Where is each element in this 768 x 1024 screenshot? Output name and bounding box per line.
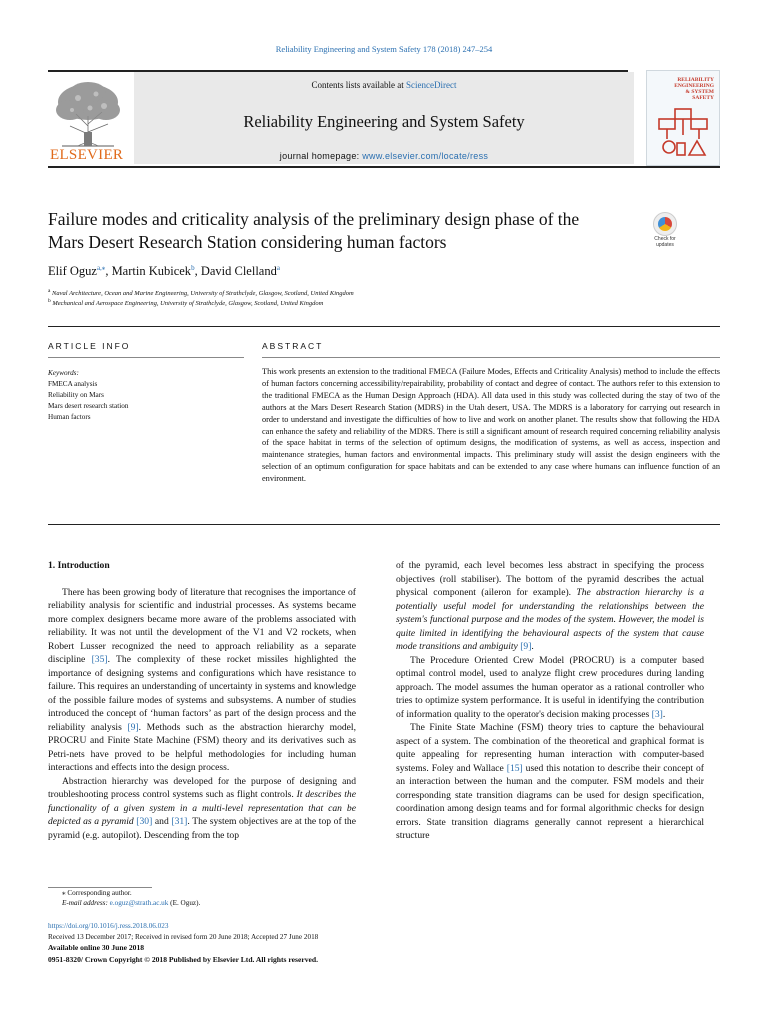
body-column-right [396, 559, 704, 843]
author-name[interactable]: Martin Kubicek [111, 264, 192, 279]
keywords-block [48, 368, 244, 423]
journal-cover-thumbnail[interactable] [646, 70, 720, 166]
body-text: and [152, 816, 172, 827]
masthead-bottom-rule [48, 166, 720, 168]
crossmark-label [648, 237, 682, 248]
abstract-text: This work presents an extension to the traditional FMECA (Failure Modes, Effects and Criticality Analysis) method to include the effects of human factors concerning accessibility/repairability, probability of contact and degree of contact. The authors refer to this extension to the traditional FMECA as the Human Design Approach (HDA). All data used in this study was collected during the stay of two of the authors at the Mars Desert Research Station (MDRS) in the Utah desert, USA. The MDRS is a laboratory for carrying out research in order to understand and investigate the difficulties of how to live and work on another planet. The results show that following the HDA can enhance the safety and reliability of the MDRS. There is still a significant amount of research required concerning reliability analysis of the space habitat in terms of the selection of optimum designs, the modification of systems, as well as access, inspection and maintenance strategies, human factors and environmental impacts. This preliminary study will assist the design engineers with the selection of an optimum configuration for space habitats and can be extended to any case where humans can influence function of an environment. [262, 367, 720, 484]
cover-title-line: & SYSTEM [685, 89, 714, 95]
article-title-line-1: Failure modes and criticality analysis of the preliminary design phase of the [48, 209, 580, 229]
affiliation-b [48, 298, 688, 307]
article-info-rule [48, 357, 244, 358]
journal-masthead [48, 70, 720, 167]
keywords-label: Keywords: [48, 369, 79, 377]
abstract-heading: ABSTRACT [262, 341, 324, 351]
body-text: Abstraction hierarchy was developed for the purpose of designing and troubleshooting process control systems such as flight controls. [48, 775, 356, 800]
citation-link[interactable]: [31] [171, 816, 188, 827]
body-text: . [531, 641, 534, 652]
homepage-link[interactable]: www.elsevier.com/locate/ress [362, 151, 489, 161]
author-affil-mark[interactable]: a [276, 264, 280, 272]
author-separator: , [105, 264, 112, 279]
body-paragraph [396, 559, 704, 654]
contents-prefix: Contents lists available at [311, 80, 406, 90]
body-text: There has been growing body of literature that recognises the importance of reliability analysis for scientific and industrial processes. As systems became more complex designers became more aware of the problems associated with reliability. It was not until the development of the V1 and V2 rockets, when Robert Lusser recognized the need to approach reliability as a separate discipline [48, 586, 356, 665]
body-text: . The complexity of these rocket missiles highlighted the importance of designing systems and configurations which have resistance to failure. This requires an understanding of uncertainty in systems and knowledge of the possible failure modes of systems and subsystems. A number of studies introduced the concept of ‘human factors’ as part of the design process and the reliability analysis [48, 654, 356, 733]
publisher-wordmark: ELSEVIER [50, 147, 124, 163]
body-column-left [48, 559, 356, 842]
email-suffix: (E. Oguz). [168, 899, 201, 907]
masthead-info-box [134, 72, 634, 164]
journal-title: Reliability Engineering and System Safety [243, 112, 525, 131]
keyword-item: Reliability on Mars [48, 391, 104, 399]
body-text: The Procedure Oriented Crew Model (PROCRU) is a computer based optimal control model, used to analyze flight crew procedures during landing approach. The model assumes the human operator as a rational controller who tries to optimize system performance. It is useful in identifying the contribution of information quality to the operator's decision making processes [396, 654, 704, 720]
journal-homepage-line [134, 151, 634, 161]
body-paragraph [48, 775, 356, 843]
citation-link[interactable]: [35] [91, 654, 108, 665]
cover-title [654, 77, 714, 101]
copyright-line: 0951-8320/ Crown Copyright © 2018 Published by Elsevier Ltd. All rights reserved. [48, 955, 318, 964]
citation-link[interactable]: [3] [651, 708, 663, 720]
citation-link[interactable]: [9] [520, 641, 532, 652]
body-text: . [662, 708, 666, 720]
abstract-rule [262, 357, 720, 358]
crossmark-label-line: Check for [654, 236, 676, 242]
cover-title-line: ENGINEERING [674, 83, 714, 89]
keyword-item: Human factors [48, 413, 91, 421]
body-paragraph [48, 586, 356, 775]
cover-title-line: RELIABILITY [677, 77, 714, 83]
author-affil-mark[interactable]: a,⁎ [96, 264, 106, 272]
body-text-italic: It describes the functionality of a given system in a multi-level representation that can be depicted as a pyramid [48, 789, 356, 827]
article-title-line-2: Mars Desert Research Station considering human factors [48, 232, 447, 252]
crossmark-icon [653, 212, 677, 236]
homepage-label: journal homepage: [279, 151, 363, 161]
affiliation-mark: b [48, 298, 51, 304]
article-info-heading: ARTICLE INFO [48, 341, 131, 351]
crossmark-check-for-updates[interactable] [648, 212, 682, 252]
cover-title-line: SAFETY [692, 95, 714, 101]
running-head[interactable]: Reliability Engineering and System Safety 178 (2018) 247–254 [275, 44, 493, 54]
affiliation-text: Mechanical and Aerospace Engineering, University of Strathclyde, Glasgow, Scotland, United Kingdom [50, 300, 324, 308]
body-text: . Methods such as the abstraction hierarchy model, PROCRU and Finite State Machine (FSM) theory and its derivatives such as Petri-nets have proved to be helpful methodologies for including human interactions and effects into the design process. [48, 721, 356, 773]
article-title [48, 208, 638, 254]
body-text: of the pyramid, each level becomes less abstract in specifying the process objectives (roll stabiliser). The bottom of the pyramid describes the actual physical component (aileron for example). [396, 560, 704, 598]
author-affil-mark[interactable]: b [191, 264, 195, 272]
email-note [62, 899, 200, 907]
body-text: The Finite State Machine (FSM) theory tries to capture the behavioural aspect of a system. The combination of the theoretical and graphical format is quite appealing for representing human interaction with computer-based systems. Foley and Wallace [396, 722, 704, 774]
citation-link[interactable]: [30] [136, 816, 153, 827]
body-text: used this notation to describe their concept of an interaction between the human and the computer. FSM models and their corresponding state transition diagrams can be used for design specification, coordination among design teams and for formal algorithmic checks for design errors. State transition diagrams generally cannot represent a hierarchical structure [396, 762, 705, 841]
section-heading-introduction: 1. Introduction [48, 560, 110, 571]
header-divider [48, 326, 720, 327]
corresponding-author-note: ⁎ Corresponding author. [62, 889, 132, 897]
email-link[interactable]: e.oguz@strath.ac.uk [109, 899, 169, 907]
sciencedirect-link[interactable]: ScienceDirect [406, 80, 457, 90]
affiliation-mark: a [48, 288, 51, 294]
affiliation-a [48, 288, 688, 297]
citation-link[interactable]: [15] [506, 762, 523, 774]
keyword-item: FMECA analysis [48, 380, 98, 388]
author-name[interactable]: Elif Oguz [48, 264, 97, 279]
author-separator: , [194, 264, 201, 279]
body-paragraph [396, 721, 704, 843]
keyword-item: Mars desert research station [48, 402, 129, 410]
received-dates: Received 13 December 2017; Received in revised form 20 June 2018; Accepted 27 June 2018 [48, 933, 319, 941]
affiliation-text: Naval Architecture, Ocean and Marine Engineering, University of Strathclyde, Glasgow, Scotland, United Kingdom [50, 290, 354, 298]
cover-diagram-icon [655, 105, 713, 161]
crossmark-label-line: updates [656, 241, 674, 248]
abstract-divider [48, 524, 720, 525]
citation-link[interactable]: [9] [127, 721, 139, 733]
body-paragraph [396, 654, 704, 722]
author-list [48, 264, 648, 279]
body-text-italic: The abstraction hierarchy is a potentially useful model for understanding the relationships between the system's functional purpose and the modes of the system. However, the model is quite limited in identifying the behavioural aspects of the system that cause mode transitions and ambiguity [396, 587, 704, 652]
contents-line [134, 80, 634, 90]
available-online: Available online 30 June 2018 [48, 943, 145, 952]
author-name[interactable]: David Clelland [200, 264, 277, 279]
doi-link[interactable]: https://doi.org/10.1016/j.ress.2018.06.023 [48, 922, 169, 930]
body-text: . The system objectives are at the top of the pyramid (e.g. autopilot). Descending from the top [48, 816, 356, 841]
email-label: E-mail address: [62, 899, 110, 907]
